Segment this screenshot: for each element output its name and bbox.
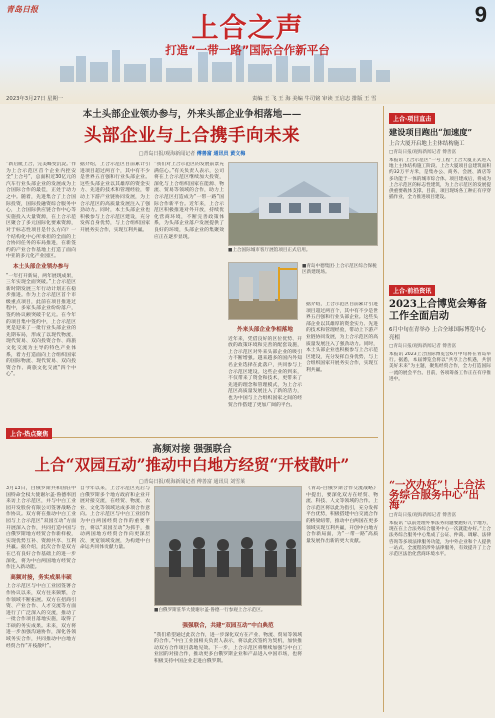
story2-col-3-text: 自今年以来，上合示范区先后与白俄罗斯多个地方政府和企业开展对接交流，在经贸、物流、农业、文化等领域达成多项合作意向。上合示范区与中白工业园作为中白两国经贸合作的重要平台，将以“双园互动”为抓手，推动两国地方经贸合作向更深层次、更宽领域发展，为构建中白命运共同体贡献力量。 (80, 486, 150, 551)
editor-credits: 责编 王 飞 王 海 美编 牛司铭 审读 王启志 排版 王 雪 (252, 96, 377, 102)
lead-photo-1-caption: ■上合国际城市客厅展馆项目正式启用。 (228, 248, 311, 253)
right-byline-3: □青岛日报/观海新闻记者 傅善富 (389, 513, 457, 518)
story2-byline: □青岛日报/观海新闻记者 傅善富 通讯员 刘雪莱 (138, 479, 246, 485)
story2-photo (154, 486, 302, 606)
exhibition-hall-image (229, 163, 378, 246)
right-body-3: 本报讯 “以前处理外事法务问题要跑好几个地方，现在在上合法务综合服务中心一次就能办好。”上合法务综合服务中心集成了公证、仲裁、调解、法律咨询等多项法律服务功能，为中外企业和个人提供一站式、全流程的涉外法律服务，有效提升了上合示范区法治化营商环境水平。 (389, 521, 491, 558)
lead-photo-1 (228, 162, 378, 246)
construction-site-image (229, 263, 298, 320)
story2-kicker: 高频对接 强强联合 (152, 444, 232, 455)
byline-reporters: 傅善富 通讯员 黄文梅 (196, 151, 246, 157)
right-column (383, 106, 491, 712)
right-subhead-1: 上合大厦开启地上主体结构施工 (389, 141, 465, 147)
lead-col-1 (6, 162, 76, 420)
masthead-meta (0, 92, 495, 104)
story2-photo-caption: ■白俄罗斯驻华大使谢尔盖·鲁德一行参观上合示范区。 (154, 608, 266, 613)
story2-col-4 (306, 486, 378, 712)
lead-col-5 (306, 302, 378, 420)
story2-col-4-text: “我们希望通过此次合作，进一步深化双方在产业、物流、贸易等领域的合作。”中白工业园相关负责人表示，将以此次签约为契机，加快推动双方合作项目落地见效。下一步，上合示范区将继续加强与中白工业园的对接合作，推动更多白俄罗斯企业和产品进入中国市场，也将积极支持中国企业走进白俄罗斯。 (154, 632, 302, 664)
section-subtitle: 打造“一带一路”国际合作新平台 (165, 43, 330, 57)
right-section-tag-1: 上合·项目直击 (389, 113, 435, 124)
right-section-tag-2: 上合·前沿资讯 (389, 285, 435, 296)
right-body-1: 本报讯 上合示范区“一号工程”上合大厦正式进入地上主体结构施工阶段。上合大厦项目总建筑面积约32万平方米，是集办公、商务、会展、酒店等多功能于一体的城市综合体。项目建成后，将成为上合示范区的标志性建筑，为上合示范区的发展提供重要载体支撑。目前，项目现场各工种正有序穿插作业，全力推进项目建设。 (389, 158, 491, 201)
main-column (6, 106, 378, 712)
lead-subhead: 本土头部企业领办参与 (13, 263, 69, 270)
story2-col-5-text: 《青岛-白俄罗斯合作交流战略》中提出，要深化双方在经贸、物流、科技、人文等领域的合作。上合示范区将以此为指引，充分发挥平台优势，积极搭建中白交流合作的桥梁纽带，推动中白两国在更多领域实现互利共赢，开创中白地方合作新局面，为“一带一路”高质量发展作出新的更大贡献。 (306, 486, 378, 544)
lead-col-1-text: “新启航上合，完美蝶变沉淀。”作为上合示范区首个企业内控安全“上合号”，总面积近30亿元的汽车行业头部企业的发展成为上合国际合作的最佳，正处于动力之中。随着，先进集合了上合国际投资，国际投融资综合服务中心，上合国际供应链合作中心等实施投入大量资源，在上合示范区聚合了多元国际化要素资源，对于标志性项目是什么方向？一个结构化中心所承担的全面的上合协同任务的布局推进，在新签约的产业合作基地上打造了面向中亚的多元化产业园区。 (6, 162, 76, 260)
story2-section-tag: 上合·热点聚焦 (6, 428, 52, 439)
right-headline-2[interactable]: 2023上合博览会筹备工作全面启动 (389, 299, 487, 322)
lead-col-4-text: “我们对上合示范区的发展前景充满信心。”有关负责人表示，公司将在上合示范区继续加大投资，深化与上合组织国家在能源、物流、贸易等领域的合作，助力上合示范区打造成为“一带一路”国际合作新平台。近年来，上合示范区积极推进对外开放，持续优化营商环境，不断完善政策体系，为头部企业落户发展提供了良好的环境，头部企业的集聚效应正在逐步显现。 (154, 162, 224, 240)
right-subhead-2: 6月中旬在青举办 上合全球国际博览中心亮相 (389, 327, 486, 341)
story2-col-2 (80, 486, 150, 712)
story2-col-3 (154, 620, 302, 712)
story2-headline[interactable]: 上合“双园互动”推动中白地方经贸“开枝散叶” (34, 455, 350, 474)
right-byline-1: □青岛日报/观海新闻记者 傅善富 (389, 150, 457, 155)
right-body-2: 本报讯 2023上合国际博览会6月中旬将在青岛举行。据悉，本届博览会将以“共享上合机遇，共创美好未来”为主题，聚焦经贸合作，全力打造国际一流的展会平台。目前，各项筹备工作正在有序推进中。 (389, 352, 491, 382)
brand-logo: 青岛日报 (6, 4, 38, 14)
story2-col-2-text: 上合示范区与中白工业园签署合作协议以来，双方往来频繁，合作领域不断拓展。双方在招商引资、产业合作、人才交流等方面进行了广泛深入的交流，推动了一批合作项目落地实施，取得了丰硕的务实成果。未来，双方将进一步加强沟通协作，深化各领域务实合作，共同推动中白地方经贸合作“开枝散叶”。 (6, 584, 76, 649)
lead-col-3-text: 据介绍，上合示范区目前累计引进项目超过两百个，其中有不少是世界五百强和行业头部企业。这些头部企业以其雄厚的资金实力、先进的技术和管理经验，带动上下游产业链协同发展，为上合示范区的高质量发展注入了强劲动力。同时，本土头部企业也积极参与上合示范区建设，充分发挥自身优势，与上合组织国家开展务实合作，实现互利共赢。 (80, 162, 150, 233)
issue-date: 2023年3月27日 星期一 (6, 96, 64, 102)
lead-photo-2 (228, 262, 298, 320)
story2-col-1 (6, 486, 76, 712)
section-title: 上合之声 (191, 13, 304, 44)
story2-subhead-1: 高频对接，务实成果丰硕 (10, 574, 72, 581)
page-number: 9 (474, 2, 487, 27)
lead-col-2 (80, 162, 150, 420)
lead-article (6, 162, 378, 422)
lead-col-2-text: “一年打开新局，两年展现成果，三年实现全面突破。”上合示范区新时期发展三年行动计划正在稳步推进。作为上合示范区首个市级重点项目，此前在项目推进过程中，多家头部企业纷纷落户，签约协议额突破千亿元。在今年的项目集中签约中，上合示范区更是迎来了一批行业头部企业的先期布局，形成了以现代物流、现代贸易、双向投资合作、商旅文化交流为主导的特色产业体系，着力打造面向上合组织国家的国际物流、现代贸易、双向投资合作、商旅文化交流“四个中心”。 (6, 273, 76, 378)
lead-photo-2-caption: ■青岛中德集团·上合示范区综合保税区新建现场。 (302, 264, 377, 275)
lead-subhead-2: 外来头部企业争相落地 (237, 327, 293, 333)
lead-col-5-text: 近年来，凭借良好的区位优势、开放的政策环境和完善的配套设施，上合示范区对外来头部企业的吸引力不断增强。越来越多的国内外知名企业选择在此落户，共同参与上合示范区建设。这些企业的到来，不仅带来了资金和技术，更带来了先进的理念和管理模式，为上合示范区高质量发展注入了新的活力，也为中国与上合组织国家之间的经贸合作搭建了更加广阔的平台。 (228, 336, 302, 408)
lead-col-4 (228, 324, 302, 420)
right-headline-1[interactable]: 建设项目跑出“加速度” (389, 127, 473, 137)
lead-kicker: 本土头部企业领办参与，外来头部企业争相落地—— (82, 109, 302, 120)
lead-headline[interactable]: 头部企业与上合携手向未来 (84, 126, 300, 146)
right-byline-2: □青岛日报/观海新闻记者 傅善富 (389, 344, 457, 349)
story-two (6, 431, 378, 712)
right-headline-3[interactable]: “一次办好”！上合法务综合服务中心“出海” (389, 479, 486, 511)
story2-col-1-text: 3月13日，白俄罗斯共和国驻中国特命全权大使谢尔盖·鲁德率团来访上合示范区，并与中白工业园开发股份有限公司签署战略合作协议。双方将在推动中白工业园与上合示范区“双园互动”方面开展深入合作，共同打造中国与白俄罗斯地方经贸合作新样板，实现优势互补、资源共享、互利共赢。据介绍，此次合作是双方在已有良好合作基础上的进一步深化，将为中白两国地方经贸合作注入新动能。 (6, 486, 76, 571)
byline-prefix: □青岛日报/观海新闻记者 (138, 151, 196, 157)
masthead (0, 0, 495, 104)
lead-col-3 (154, 162, 224, 420)
lead-col-6-text: 据介绍，上合示范区目前累计引进项目超过两百个，其中有不少是世界五百强和行业头部企业。这些头部企业以其雄厚的资金实力、先进的技术和管理经验，带动上下游产业链协同发展，为上合示范区的高质量发展注入了强劲动力。同时，本土头部企业也积极参与上合示范区建设，充分发挥自身优势，与上合组织国家开展务实合作，实现互利共赢。 (306, 302, 378, 373)
lead-byline (6, 150, 378, 157)
delegation-visit-image (155, 487, 302, 606)
story2-subhead-2: 强强联合，共建“双园互动”中白典范 (182, 623, 274, 629)
